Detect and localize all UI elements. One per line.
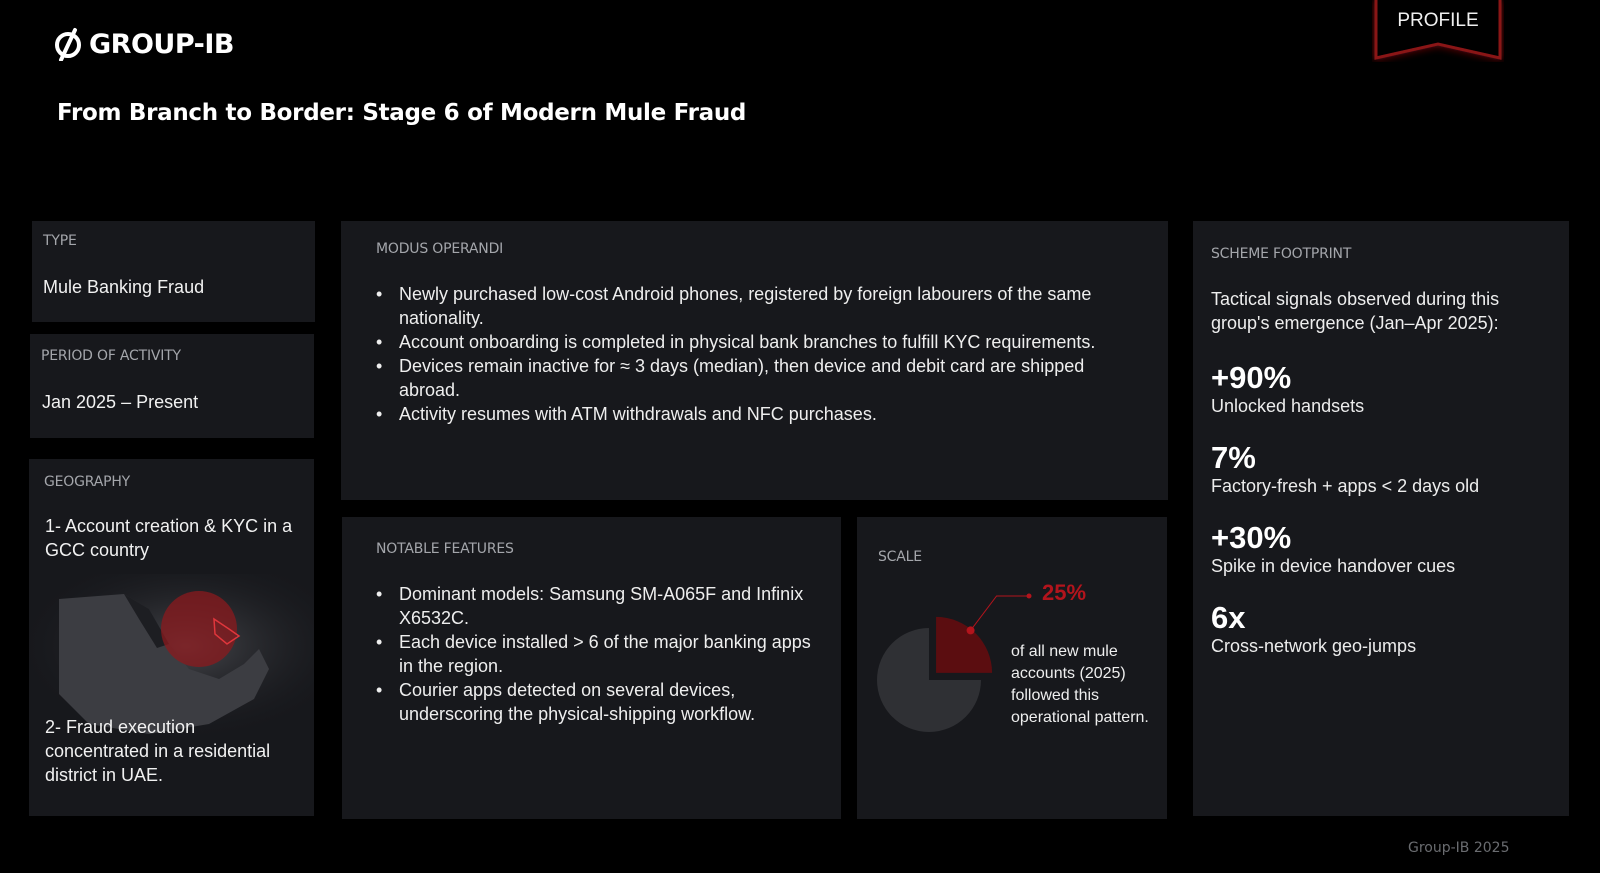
- stat-value: 6x: [1211, 600, 1246, 635]
- list-item: • Account onboarding is completed in physical bank branches to fulfill KYC requirements.: [376, 330, 1136, 354]
- scale-label: SCALE: [878, 549, 922, 565]
- geography-label: GEOGRAPHY: [44, 474, 131, 490]
- list-item: • Dominant models: Samsung SM-A065F and Infinix X6532C.: [376, 582, 816, 630]
- scale-percent-label: 25%: [1042, 580, 1087, 605]
- scale-description: of all new mule accounts (2025) followed this operational pattern.: [1011, 643, 1149, 726]
- scale-card: [857, 517, 1167, 819]
- geography-point-1: 1- Account creation & KYC in a GCC country: [45, 516, 293, 560]
- scheme-footprint-label: SCHEME FOOTPRINT: [1211, 246, 1352, 262]
- type-value: Mule Banking Fraud: [43, 277, 205, 297]
- stats-list: [1211, 361, 1551, 681]
- period-card: [30, 334, 314, 438]
- modus-operandi-list: [376, 282, 1136, 426]
- footer-credit: Group-IB 2025: [1408, 840, 1510, 856]
- stat-label: Unlocked handsets: [1211, 396, 1365, 416]
- stat-item: [1211, 361, 1551, 417]
- period-label: PERIOD OF ACTIVITY: [41, 348, 181, 364]
- stat-value: +30%: [1211, 520, 1292, 555]
- list-item: • Newly purchased low-cost Android phones, registered by foreign labourers of the same nationality.: [376, 282, 1136, 330]
- pie-slice-share: [936, 617, 992, 673]
- list-item: • Courier apps detected on several devices, underscoring the physical-shipping workflow.: [376, 678, 816, 726]
- scheme-footprint-intro: Tactical signals observed during this group's emergence (Jan–Apr 2025):: [1211, 289, 1500, 333]
- profile-tab-label: PROFILE: [1397, 10, 1479, 31]
- stat-item: [1211, 521, 1551, 577]
- period-value: Jan 2025 – Present: [42, 392, 199, 412]
- stat-label: Factory-fresh + apps < 2 days old: [1211, 476, 1480, 496]
- notable-features-list: [376, 582, 816, 726]
- scheme-footprint-card: [1193, 221, 1569, 816]
- pie-leader-end-dot: [1027, 594, 1032, 599]
- stat-value: +90%: [1211, 360, 1292, 395]
- type-label: TYPE: [43, 233, 77, 249]
- modus-operandi-label: MODUS OPERANDI: [376, 241, 504, 257]
- pie-leader-dot: [967, 626, 975, 634]
- stat-label: Cross-network geo-jumps: [1211, 636, 1417, 656]
- list-item: • Devices remain inactive for ≈ 3 days (median), then device and debit card are shipped abroad.: [376, 354, 1136, 402]
- stat-value: 7%: [1211, 440, 1256, 475]
- list-item: • Each device installed > 6 of the major banking apps in the region.: [376, 630, 816, 678]
- scale-pie-chart: [857, 572, 1037, 732]
- list-item: • Activity resumes with ATM withdrawals and NFC purchases.: [376, 402, 1136, 426]
- logo-text: GROUP-IB: [89, 28, 234, 60]
- geography-card: [29, 459, 314, 816]
- stat-label: Spike in device handover cues: [1211, 556, 1456, 576]
- notable-features-label: NOTABLE FEATURES: [376, 541, 514, 557]
- stat-item: [1211, 601, 1551, 657]
- gulf-region-map: [29, 574, 314, 734]
- type-card: [32, 221, 315, 322]
- pie-leader-line: [971, 596, 1029, 630]
- slashed-circle-icon: [53, 27, 83, 61]
- modus-operandi-card: [341, 221, 1168, 500]
- page-title: From Branch to Border: Stage 6 of Modern Mule Fraud: [57, 100, 747, 126]
- stat-item: [1211, 441, 1551, 497]
- geography-point-2: 2- Fraud execution concentrated in a residential district in UAE.: [45, 717, 271, 785]
- group-ib-logo: [53, 26, 234, 62]
- notable-features-card: [342, 517, 841, 819]
- profile-tab[interactable]: [1372, 0, 1504, 62]
